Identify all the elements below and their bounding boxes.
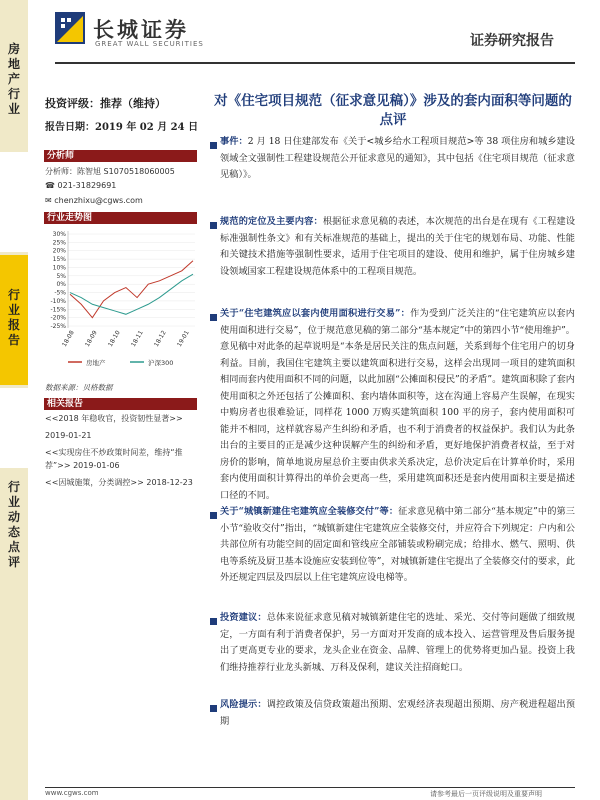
industry-trend-chart [40, 226, 200, 376]
y-tick-label: 15% [52, 256, 66, 264]
analyst-name: 分析师：陈智旭 S1070518060005 [45, 167, 175, 176]
logo-text: 长城证券 [93, 17, 189, 42]
footer-note: 请参考最后一页评级说明及重要声明 [430, 790, 542, 798]
x-tick-label: 18-09 [83, 329, 99, 349]
y-tick-label: 20% [52, 247, 66, 255]
paragraph-text: 作为受到广泛关注的“住宅建筑应以套内使用面积进行交易”，位于规范意见稿的第二部分“基本规定”中的第四小节“使用维护”。意见稿中对此条的起草说明是“本条是居民关注的焦点问题，关系到每个住宅用户的切身利益。目前，我国住宅建筑主要以建筑面积进行交易，这样会出现同一项目的建筑面积相同而套内使用面积不同的问题，以此加剧“公摊面积侵民”的矛盾”。建筑面积除了套内使用面积之外还包括了公摊面积、套内墙体面积等，这在沟通上容易产生误解，在现实中购房者也很难验证，同样花 1000 万购买建筑面积 100 平的房子，套内使用面积可能并不相同，这样就容易产生纠纷和矛盾，也不利于消费者的权益保护。我们认为此条出台的主要目的正是减少这种误解产生的纠纷和矛盾，更好地保护消费者权益，至于对房价的影响，简单地说房屋总价主要由供求关系决定，总价决定后在计算单价时，采用套内使用面积计算得出的单价会更高一些，采用建筑面积还是套内使用面积主要是描述口径的不同。 [220, 308, 575, 501]
paragraph-lead: 事件： [220, 136, 248, 147]
analyst-email[interactable]: chenzhixu@cgws.com [54, 196, 143, 205]
paragraph-event [220, 134, 575, 184]
y-tick-label: -20% [50, 314, 66, 322]
footer-url[interactable]: www.cgws.com [45, 789, 99, 797]
related-report-2[interactable]: <<实现房住不炒政策时间差，维持“推荐”>> 2019-01-06 [45, 448, 183, 470]
paragraph-text: 总体来说征求意见稿对城镇新建住宅的选址、采光、交付等问题做了细致规定，一方面有利于消费者保护，另一方面对开发商的成本投入、运营管理及售后服务提出了更高更专业的要求，龙头企业在资金、品牌、管理上的优势将更加凸显。投资上我们维持推荐行业龙头新城、万科及保利，建议关注招商蛇口。 [220, 612, 576, 673]
x-tick-label: 19-01 [175, 329, 191, 349]
report-type: 证券研究报告 [470, 33, 554, 49]
paragraph-text: 调控政策及信贷政策超出预期、宏观经济表现超出预期、房产税进程超出预期 [220, 699, 576, 727]
analyst-header: 分析师 [44, 150, 197, 162]
y-tick-label: -25% [50, 323, 66, 330]
analyst-phone: 021-31829691 [57, 181, 117, 190]
x-tick-label: 18-11 [129, 329, 145, 349]
x-tick-label: 18-12 [152, 329, 168, 349]
header-divider [55, 62, 575, 64]
related-report-3[interactable]: <<因城施策，分类调控>> 2018-12-23 [45, 478, 193, 487]
paragraph-text: 征求意见稿中第二部分“基本规定”中的第三小节“验收交付”指出，“城镇新建住宅建筑应全装修交付，并应符合下列规定：户内和公共部位所有功能空间的固定面和管线应全部铺装或粉刷完成；给排水、燃气、照明、供电等系统及厨卫基本设施应安装到位等”，对城镇新建住宅提出了全装修交付的要求，此外还规定四层及四层以上住宅建筑应设电梯等。 [220, 506, 575, 583]
y-tick-label: -5% [54, 289, 66, 297]
trend-header: 行业走势图 [44, 212, 197, 224]
y-tick-label: 5% [56, 272, 66, 280]
related-report-1-date: 2019-01-21 [45, 431, 92, 440]
bullet-icon [210, 142, 217, 149]
chart-source: 数据来源：贝格数据 [45, 383, 113, 392]
y-tick-label: 30% [52, 231, 66, 238]
footer-divider [45, 787, 575, 788]
strip-spacer [0, 388, 28, 468]
bullet-icon [210, 222, 217, 229]
rating: 投资评级：推荐（维持） [45, 97, 166, 110]
paragraph-positioning [220, 214, 575, 280]
phone-icon: ☎ [45, 181, 58, 190]
bullet-icon [210, 314, 217, 321]
y-tick-label: 0% [56, 281, 66, 289]
bullet-icon [210, 618, 217, 625]
strip-spacer [0, 152, 28, 252]
legend-label-a: 房地产 [86, 359, 106, 367]
logo-subtext: GREAT WALL SECURITIES [95, 40, 204, 48]
strip-label-industry: 房地产行业 [7, 42, 20, 116]
paragraph-lead: 风险提示： [220, 699, 267, 710]
series-line [70, 274, 193, 314]
report-title: 对《住宅项目规范（征求意见稿）》涉及的套内面积等问题的点评 [214, 93, 572, 128]
great-wall-logo-icon [55, 12, 85, 44]
related-report-1[interactable]: <<2018 年稳收官，投资韧性显著>> [45, 414, 183, 423]
paragraph-usable-area [220, 306, 575, 504]
bullet-icon [210, 705, 217, 712]
y-tick-label: 25% [52, 239, 66, 247]
x-tick-label: 18-08 [60, 329, 76, 349]
strip-label-report: 行业报告 [7, 288, 20, 347]
paragraph-text: 根据征求意见稿的表述，本次规范的出台是在现有《工程建设标准强制性条文》和有关标准规范的基础上，提出的关于住宅的规划布局、功能、性能和关键技术措施等强制性要求，适用于住宅项目的建设、使用和维护，属于住房城乡建设领域国家工程建设规范体系中的工程项目规范。 [220, 216, 576, 277]
x-tick-label: 18-10 [106, 329, 122, 349]
y-tick-label: 10% [52, 264, 66, 272]
paragraph-text: 2 月 18 日住建部发布《关于<城乡给水工程项目规范>等 38 项住房和城乡建设领域全文强制性工程建设规范公开征求意见的通知》，其中包括《住宅项目规范（征求意见稿）》。 [220, 136, 575, 180]
email-icon: ✉ [45, 196, 55, 205]
paragraph-full-decoration [220, 504, 575, 587]
paragraph-lead: 关于“住宅建筑应以套内使用面积进行交易”： [220, 308, 411, 319]
y-tick-label: -15% [50, 306, 66, 314]
y-tick-label: -10% [50, 297, 66, 305]
legend-label-b: 沪深300 [148, 359, 174, 367]
paragraph-lead: 规范的定位及主要内容： [220, 216, 323, 227]
paragraph-investment [220, 610, 575, 676]
paragraph-lead: 投资建议： [220, 612, 267, 623]
related-reports [45, 412, 200, 489]
strip-label-type: 行业动态点评 [7, 480, 20, 569]
report-date: 报告日期：2019 年 02 月 24 日 [45, 122, 199, 133]
paragraph-lead: 关于“城镇新建住宅建筑应全装修交付”等： [220, 506, 399, 517]
related-header: 相关报告 [44, 398, 197, 410]
paragraph-risk [220, 697, 575, 730]
bullet-icon [210, 512, 217, 519]
